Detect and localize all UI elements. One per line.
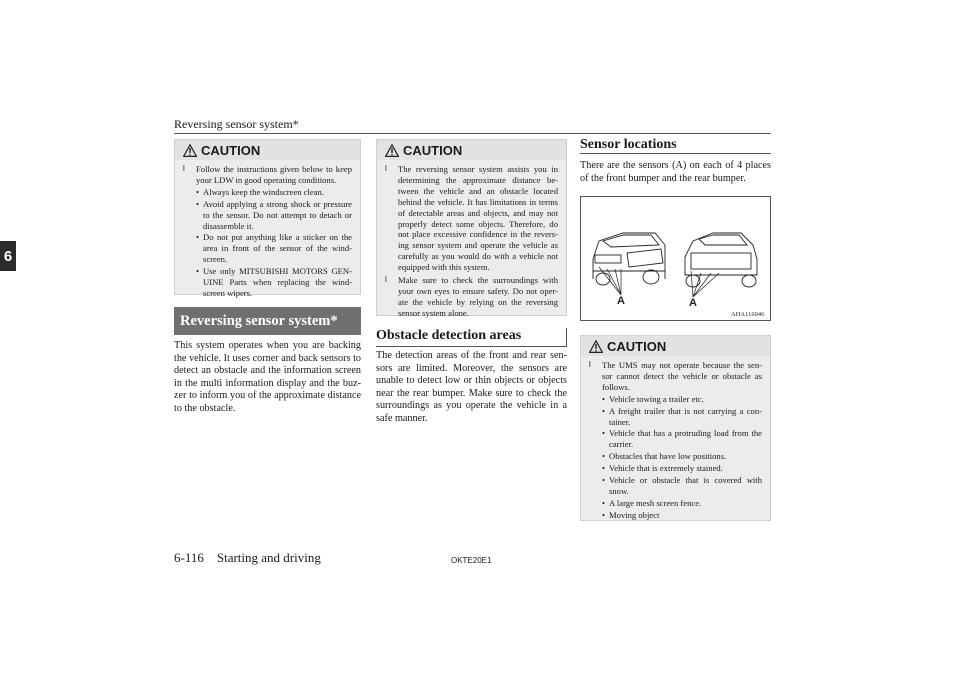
footer-page-number: 6-116 Starting and driving	[174, 550, 321, 565]
dot-icon: •	[196, 198, 200, 209]
subitem-text: A freight trailer that is not carrying a con-tainer.	[609, 405, 762, 427]
detection-paragraph: The detection areas of the front and rear sen-sors are limited. Moreover, the sensors are unable to detect low or thin objects or objects near the rear bumper. Make sure to check the surroundings as you operate the vehicle in a safe manner.	[376, 350, 567, 424]
sensor-locations-paragraph: There are the sensors (A) on each of 4 places of the front bumper and the rear bumper.	[580, 160, 771, 184]
caution-body	[377, 160, 566, 325]
subitem-text: Vehicle towing a trailer etc.	[609, 393, 704, 404]
subitem-text: A large mesh screen fence.	[609, 497, 702, 508]
dot-icon: •	[602, 393, 606, 404]
bullet-icon: l	[385, 164, 387, 173]
bullet-icon: l	[183, 164, 185, 173]
subitem-text: Obstacles that have low positions.	[609, 451, 727, 462]
sensor-figure	[580, 196, 771, 321]
section-underline	[376, 346, 567, 347]
intro-paragraph: This system operates when you are backing the vehicle. It uses corner and back sensors to detect an obstacle and the information screen in the multi information display and the buz-zer to inform you of the approximate distance to the obstacle.	[174, 340, 361, 414]
dot-icon: •	[196, 232, 200, 243]
vehicle-illustration	[581, 197, 770, 320]
warning-triangle-icon	[385, 144, 399, 157]
subitem-text: Use only MITSUBISHI MOTORS GEN-UINE Parts when replacing the wind-screen wipers.	[203, 266, 352, 298]
caution-header	[377, 140, 566, 160]
caution-header	[175, 140, 360, 160]
caution-subitem	[183, 232, 352, 265]
subitem-text: Vehicle that has a protruding load from the carrier.	[609, 428, 762, 450]
chapter-tab: 6	[0, 241, 16, 271]
dot-icon: •	[602, 497, 606, 508]
caution-subitem	[183, 187, 352, 198]
subitem-text: Avoid applying a strong shock or pressure to the sensor. Do not attempt to detach or disassemble it.	[203, 198, 352, 231]
caution-subitem	[589, 394, 762, 405]
section-title-detection-areas: Obstacle detection areas	[376, 328, 522, 343]
dot-icon: •	[602, 405, 606, 416]
figure-code: AHA116046	[731, 311, 765, 318]
caution-subitem	[589, 510, 762, 521]
warning-triangle-icon	[589, 340, 603, 353]
caution-subitem	[589, 498, 762, 509]
caution-subitem	[589, 463, 762, 474]
caution-item-text: Follow the instructions given below to keep your LDW in good operating conditions.	[196, 164, 352, 185]
section-banner-reversing-sensor: Reversing sensor system*	[174, 307, 361, 335]
caution-body	[581, 356, 770, 527]
subitem-text: Moving object	[609, 509, 660, 520]
page-header-title: Reversing sensor system*	[174, 117, 299, 131]
section-title-sensor-locations: Sensor locations	[580, 137, 677, 152]
caution-box-ldw	[174, 139, 361, 298]
caution-item-text: Make sure to check the surroundings with your own eyes to ensure safety. Do not oper-ate the vehicle by relying on the reversing sensor system alone.	[398, 275, 558, 318]
caution-box-ums	[580, 335, 771, 521]
section-underline	[580, 153, 771, 154]
label-a-front: A	[617, 295, 625, 307]
caution-subitem	[183, 199, 352, 232]
caution-label: CAUTION	[201, 142, 261, 158]
caution-item	[183, 164, 352, 186]
subitem-text: Always keep the windscreen clean.	[203, 186, 324, 197]
caution-header	[581, 336, 770, 356]
dot-icon: •	[602, 509, 606, 520]
caution-item-text: The UMS may not operate because the sen-sor cannot detect the vehicle or obstacle as follows.	[602, 360, 762, 392]
subitem-text: Vehicle that is extremely stained.	[609, 463, 723, 474]
caution-item	[385, 275, 558, 319]
caution-label: CAUTION	[403, 142, 463, 158]
caution-subitem	[183, 266, 352, 299]
caution-body	[175, 160, 360, 305]
dot-icon: •	[602, 463, 606, 474]
subitem-text: Do not put anything like a sticker on the area in front of the sensor of the wind-screen.	[203, 232, 352, 265]
caution-item	[385, 164, 558, 273]
footer-doc-code: OKTE20E1	[451, 556, 492, 565]
caution-subitem	[589, 451, 762, 462]
caution-item	[589, 360, 762, 393]
dot-icon: •	[602, 451, 606, 462]
caution-label: CAUTION	[607, 338, 667, 354]
caution-item-text: The reversing sensor system assists you in determining the approximate distance be-tween the vehicle and an obstacle located behind the vehicle. It has limitations in terms of detectable areas and objects, and may not properly detect some objects. Therefore, do not place excessive confidence in the revers-ing sensor system and operate the vehicle as carefully as you would do with a vehicle not equipped with this system.	[398, 164, 558, 273]
dot-icon: •	[602, 428, 606, 439]
dot-icon: •	[196, 266, 200, 277]
dot-icon: •	[196, 186, 200, 197]
caution-subitem	[589, 406, 762, 428]
bullet-icon: l	[589, 360, 591, 369]
label-a-rear: A	[689, 297, 697, 309]
subitem-text: Vehicle or obstacle that is covered with snow.	[609, 475, 762, 496]
header-rule	[174, 133, 771, 134]
caution-subitem	[589, 475, 762, 497]
caution-box-reversing	[376, 139, 567, 316]
dot-icon: •	[602, 475, 606, 486]
caution-subitem	[589, 428, 762, 450]
section-rule-tick	[566, 328, 567, 347]
bullet-icon: l	[385, 275, 387, 285]
warning-triangle-icon	[183, 144, 197, 157]
